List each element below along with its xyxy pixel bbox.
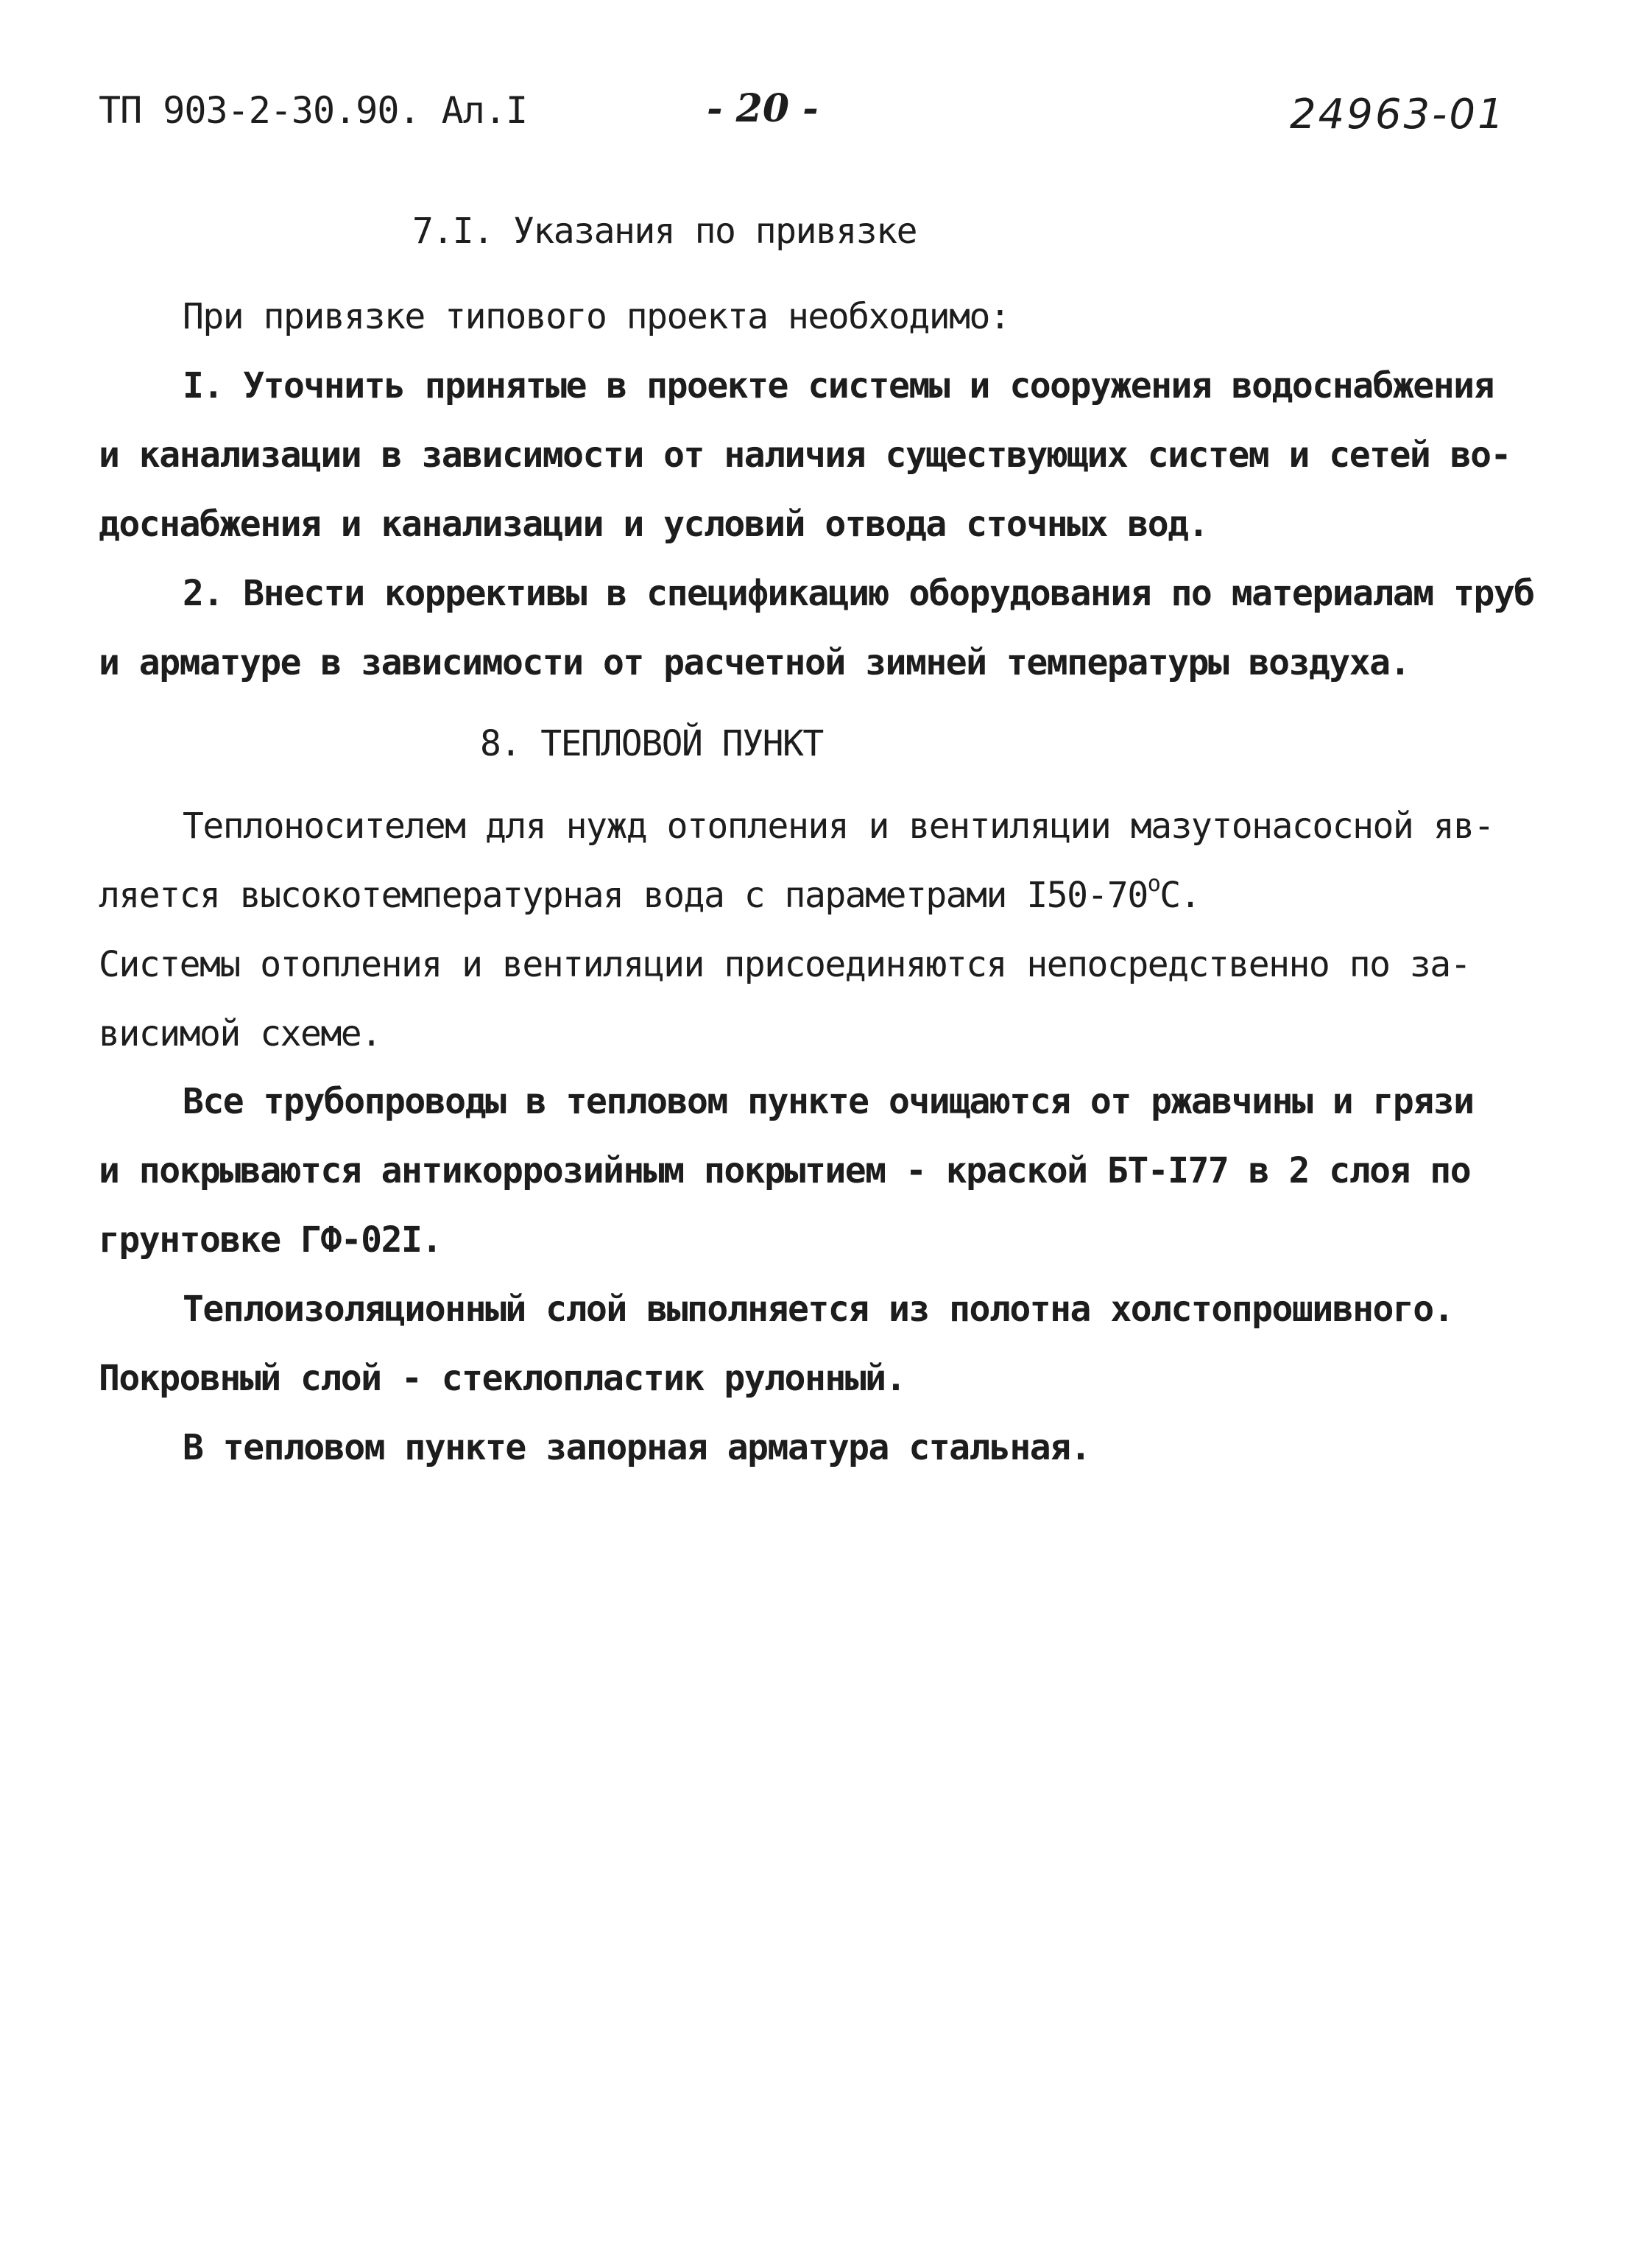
paragraph-line: Теплоносителем для нужд отопления и вентиляции мазутонасосной яв- — [183, 806, 1494, 847]
paragraph-line: В тепловом пункте запорная арматура стальная. — [183, 1427, 1090, 1468]
degree-superscript: о — [1147, 871, 1160, 897]
paragraph-line: грунтовке ГФ-02I. — [99, 1219, 442, 1261]
section-7-1-heading: 7.I. Указания по привязке — [412, 211, 917, 252]
paragraph-line: и покрываются антикоррозийным покрытием - краской БТ-I77 в 2 слоя по — [99, 1150, 1471, 1191]
section-8-heading: 8. ТЕПЛОВОЙ ПУНКТ — [480, 723, 823, 764]
inventory-number: 24963-01 — [1290, 91, 1506, 138]
item1-line: доснабжения и канализации и условий отвода сточных вод. — [99, 504, 1208, 545]
item2-line: 2. Внести коррективы в спецификацию оборудования по материалам труб — [183, 573, 1534, 614]
item2-line: и арматуре в зависимости от расчетной зимней температуры воздуха. — [99, 642, 1410, 683]
item1-line: I. Уточнить принятые в проекте системы и сооружения водоснабжения — [183, 365, 1494, 406]
paragraph-line: Системы отопления и вентиляции присоединяются непосредственно по за- — [99, 944, 1471, 985]
paragraph-line: ляется высокотемпературная вода с параметрами $I50-70^оС$. — [99, 871, 1201, 916]
section-7-1-intro: При привязке типового проекта необходимо: — [183, 296, 1010, 337]
paragraph-line: висимой схеме. — [99, 1013, 381, 1054]
paragraph-line: Все трубопроводы в тепловом пункте очищаются от ржавчины и грязи — [183, 1081, 1474, 1122]
paragraph-line: Теплоизоляционный слой выполняется из полотна холстопрошивного. — [183, 1289, 1454, 1330]
item1-line: и канализации в зависимости от наличия существующих систем и сетей во- — [99, 434, 1511, 476]
paragraph-line: Покровный слой - стеклопластик рулонный. — [99, 1358, 906, 1399]
document-code: ТП 903-2-30.90. Ал.I — [99, 89, 528, 132]
page-number: - 20 - — [707, 86, 819, 131]
